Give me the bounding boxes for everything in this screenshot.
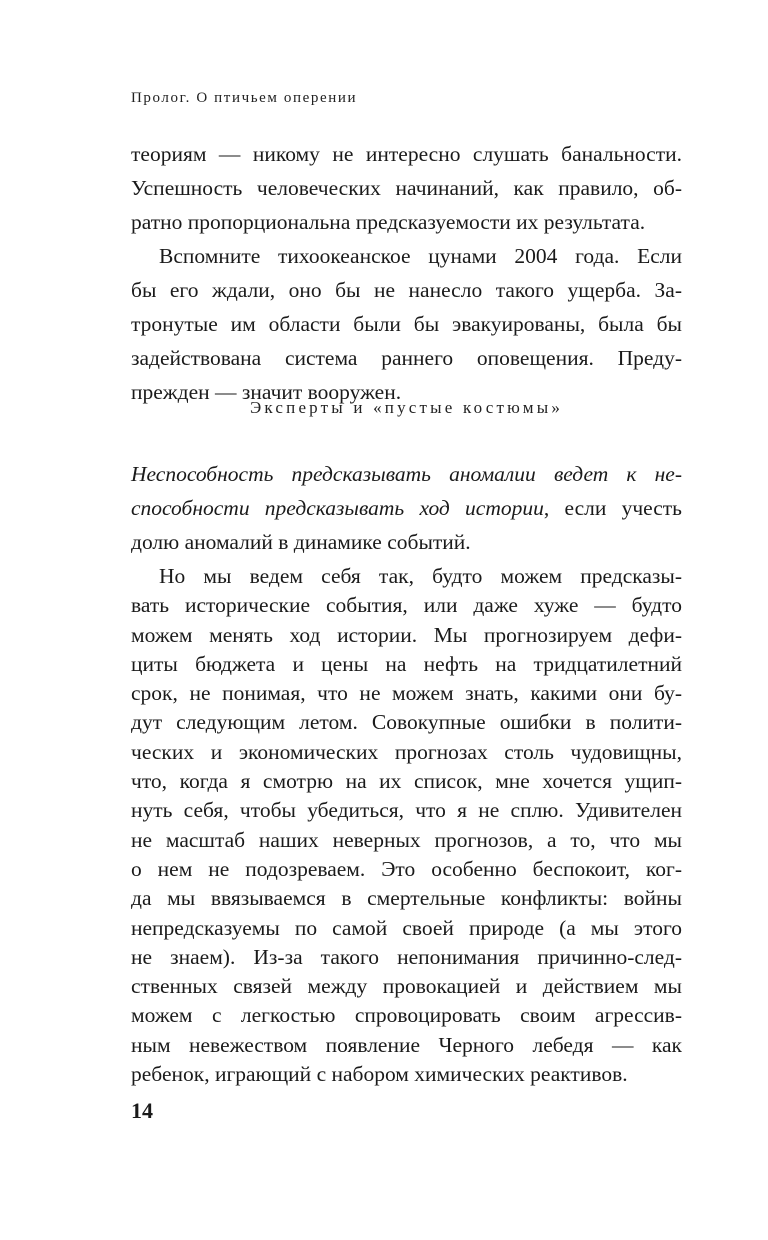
text-line — [131, 491, 682, 525]
text-line: ратно пропорциональна предсказуемости их результата. — [131, 210, 646, 234]
text-line: Успешность человеческих начинаний, как правило, об- — [131, 176, 682, 200]
text-line: ственных связей между провокацией и действием мы — [131, 974, 682, 998]
text-line: что, когда я смотрю на их список, мне хочется ущип- — [131, 769, 682, 793]
text-line: ребенок, играющий с набором химических реактивов. — [131, 1062, 628, 1086]
text-line: непредсказуемы по самой своей природе (а мы этого — [131, 916, 682, 940]
running-head: Пролог. О птичьем оперении — [131, 90, 358, 106]
text-line: прежден — значит вооружен. — [131, 380, 402, 404]
text-line: циты бюджета и цены на нефть на тридцатилетний — [131, 652, 682, 676]
text-line: долю аномалий в динамике событий. — [131, 530, 471, 554]
text-line: можем менять ход истории. Мы прогнозируем дефи- — [131, 623, 682, 647]
text-line: не знаем). Из-за такого непонимания причинно-след- — [131, 945, 682, 969]
text-line: вать исторические события, или даже хуже — будто — [131, 593, 682, 617]
text-line: срок, не понимая, что не можем знать, какими они бу- — [131, 681, 682, 705]
italic-text: Неспособность предсказывать аномалии ведет к не- — [131, 462, 682, 486]
text-line: тронутые им области были бы эвакуированы, была бы — [131, 312, 682, 336]
text-line: ным невежеством появление Черного лебедя — как — [131, 1033, 682, 1057]
text-line: ческих и экономических прогнозах столь чудовищны, — [131, 740, 682, 764]
page-number: 14 — [131, 1098, 153, 1123]
text-line: дут следующим летом. Совокупные ошибки в полити- — [131, 710, 682, 734]
italic-text: способности предсказывать ход истории — [131, 496, 544, 520]
text-line: да мы ввязываемся в смертельные конфликты: войны — [131, 886, 682, 910]
text-line: не масштаб наших неверных прогнозов, а то, что мы — [131, 828, 682, 852]
text-line: о нем не подозреваем. Это особенно беспокоит, ког- — [131, 857, 682, 881]
text-line: задействована система раннего оповещения. Преду- — [131, 346, 682, 370]
text-line — [131, 457, 682, 491]
text-line: нуть себя, чтобы убедиться, что я не сплю. Удивителен — [131, 798, 682, 822]
text-line: теориям — никому не интересно слушать банальности. — [131, 142, 682, 166]
section-heading: Эксперты и «пустые костюмы» — [249, 398, 564, 417]
text-line: бы его ждали, оно бы не нанесло такого ущерба. За- — [131, 278, 682, 302]
text-line: можем с легкостью спровоцировать своим агрессив- — [131, 1003, 682, 1027]
text-line: Но мы ведем себя так, будто можем предсказы- — [159, 564, 682, 588]
text-line: Вспомните тихоокеанское цунами 2004 года. Если — [159, 244, 682, 268]
text-span: , если учесть — [543, 496, 682, 520]
